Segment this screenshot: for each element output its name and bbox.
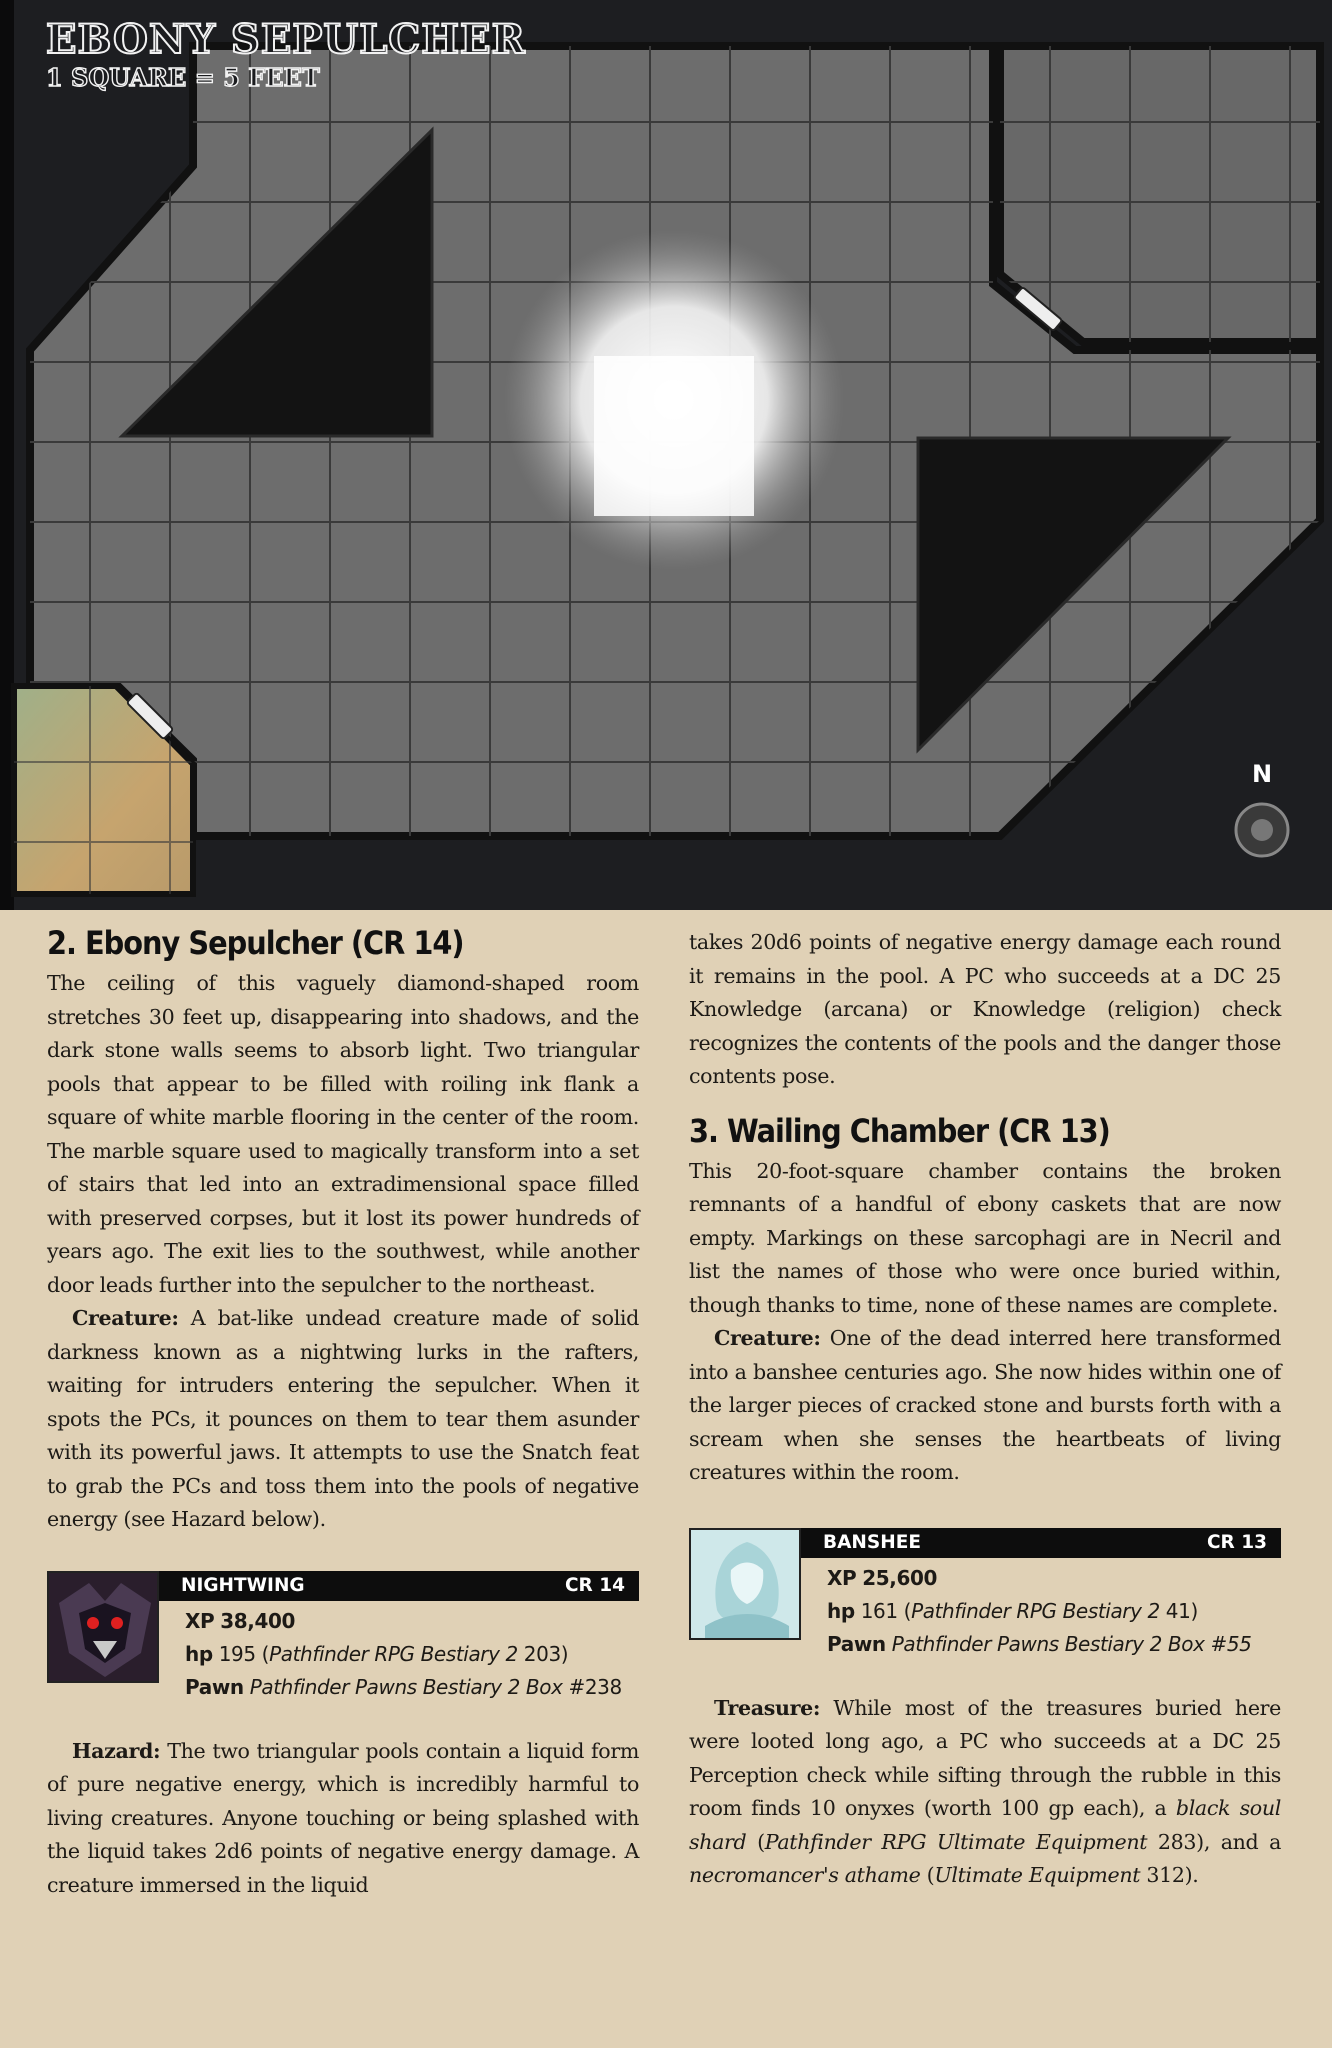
- nightwing-stats: [185, 1605, 622, 1704]
- map-scale: 1 SQUARE = 5 FEET: [46, 63, 320, 92]
- creature-lead: Creature:: [72, 1306, 179, 1331]
- right-column: [689, 926, 1281, 1893]
- treasure-lead: Treasure:: [714, 1695, 821, 1720]
- dungeon-map: [0, 0, 1332, 910]
- section-2-hazard: [47, 1735, 639, 1903]
- banshee-pawn-line: Pawn Pathfinder Pawns Bestiary 2 Box #55: [827, 1631, 1252, 1656]
- nightwing-cr: CR 14: [564, 1575, 625, 1597]
- map-graphic: [0, 0, 1332, 910]
- banshee-xp: 25,600: [862, 1565, 938, 1590]
- banshee-portrait: [689, 1528, 801, 1640]
- nightwing-stat-block: [47, 1571, 639, 1699]
- nightwing-xp-line: XP 38,400: [185, 1608, 296, 1633]
- map-title: EBONY SEPULCHER: [46, 16, 526, 63]
- banshee-stat-block: [689, 1528, 1281, 1656]
- hazard-text: The two triangular pools contain a liquid form of pure negative energy, which is incredibly harmful to living creatures. Anyone touching or being splashed with the liquid takes 2d6 points of negative energy damage. A creature immersed in the liquid: [47, 1738, 639, 1897]
- banshee-cr: CR 13: [1206, 1532, 1267, 1554]
- hazard-continued: takes 20d6 points of negative energy damage each round it remains in the pool. A PC who succeeds at a DC 25 Knowledge (arcana) or Knowledge (religion) check recognizes the contents of the pools and the danger those contents pose.: [689, 930, 1281, 1088]
- section-2-creature: [47, 1302, 639, 1537]
- banshee-hp-line: hp 161 (Pathfinder RPG Bestiary 2 41): [827, 1598, 1198, 1623]
- nightwing-hp-line: hp 195 (Pathfinder RPG Bestiary 2 203): [185, 1641, 569, 1666]
- creature-text: A bat-like undead creature made of solid darkness known as a nightwing lurks in the rafters, waiting for intruders entering the sepulcher. When it spots the PCs, it pounces on them to tear them asunder with its powerful jaws. It attempts to use the Snatch feat to grab the PCs and toss them into the pools of negative energy (see Hazard below).: [47, 1306, 639, 1532]
- section-2-heading: 2. Ebony Sepulcher (CR 14): [47, 924, 464, 962]
- hazard-lead: Hazard:: [72, 1738, 161, 1763]
- nightwing-header-bar: [159, 1571, 639, 1601]
- treasure-item-athame: necromancer's athame: [689, 1863, 921, 1888]
- section-2-description: The ceiling of this vaguely diamond-shaped room stretches 30 feet up, disappearing into shadows, and the dark stone walls seems to absorb light. Two triangular pools that appear to be filled with roiling ink flank a square of white marble flooring in the center of the room. The marble square used to magically transform into a set of stairs that led into an extradimensional space filled with preserved corpses, but it lost its power hundreds of years ago. The exit lies to the southwest, while another door leads further into the sepulcher to the northeast.: [47, 971, 639, 1297]
- nightwing-pawn-line: Pawn Pathfinder Pawns Bestiary 2 Box #238: [185, 1674, 622, 1699]
- nightwing-name: NIGHTWING: [181, 1575, 305, 1597]
- section-3-creature: [689, 1322, 1281, 1490]
- marble-square: [594, 356, 754, 516]
- north-indicator: N: [1252, 760, 1273, 788]
- banshee-header-bar: [801, 1528, 1281, 1558]
- creature-lead-3: Creature:: [714, 1326, 821, 1351]
- banshee-name: BANSHEE: [823, 1532, 921, 1554]
- section-3-treasure: Treasure: While most of the treasures buried here were looted long ago, a PC who succeeds at a DC 25 Perception check while sifting through the rubble in this room finds 10 onyxes (worth 100 gp each), a black soul shard (Pathfinder RPG Ultimate Equipment 283), and a necromancer's athame (Ultimate Equipment 312).: [689, 1695, 1282, 1888]
- banshee-stats: [827, 1562, 1251, 1661]
- nightwing-portrait: [47, 1571, 159, 1683]
- nightwing-hp: 195: [218, 1641, 256, 1666]
- creature-text-3: One of the dead interred here transformed into a banshee centuries ago. She now hides within one of the larger pieces of cracked stone and bursts forth with a scream when she senses the heartbeats of living creatures within the room.: [689, 1326, 1281, 1485]
- banshee-xp-line: XP 25,600: [827, 1565, 938, 1590]
- section-3-description: This 20-foot-square chamber contains the broken remnants of a handful of ebony caskets that are now empty. Markings on these sarcophagi are in Necril and list the names of those who were once buried within, though thanks to time, none of these names are complete.: [689, 1158, 1281, 1317]
- nightwing-xp: 38,400: [220, 1608, 296, 1633]
- section-3-heading: 3. Wailing Chamber (CR 13): [689, 1111, 1110, 1150]
- banshee-hp: 161: [860, 1598, 898, 1623]
- treasure-item-black-soul-shard: black soul shard: [689, 1796, 1281, 1854]
- left-column: [47, 926, 639, 1902]
